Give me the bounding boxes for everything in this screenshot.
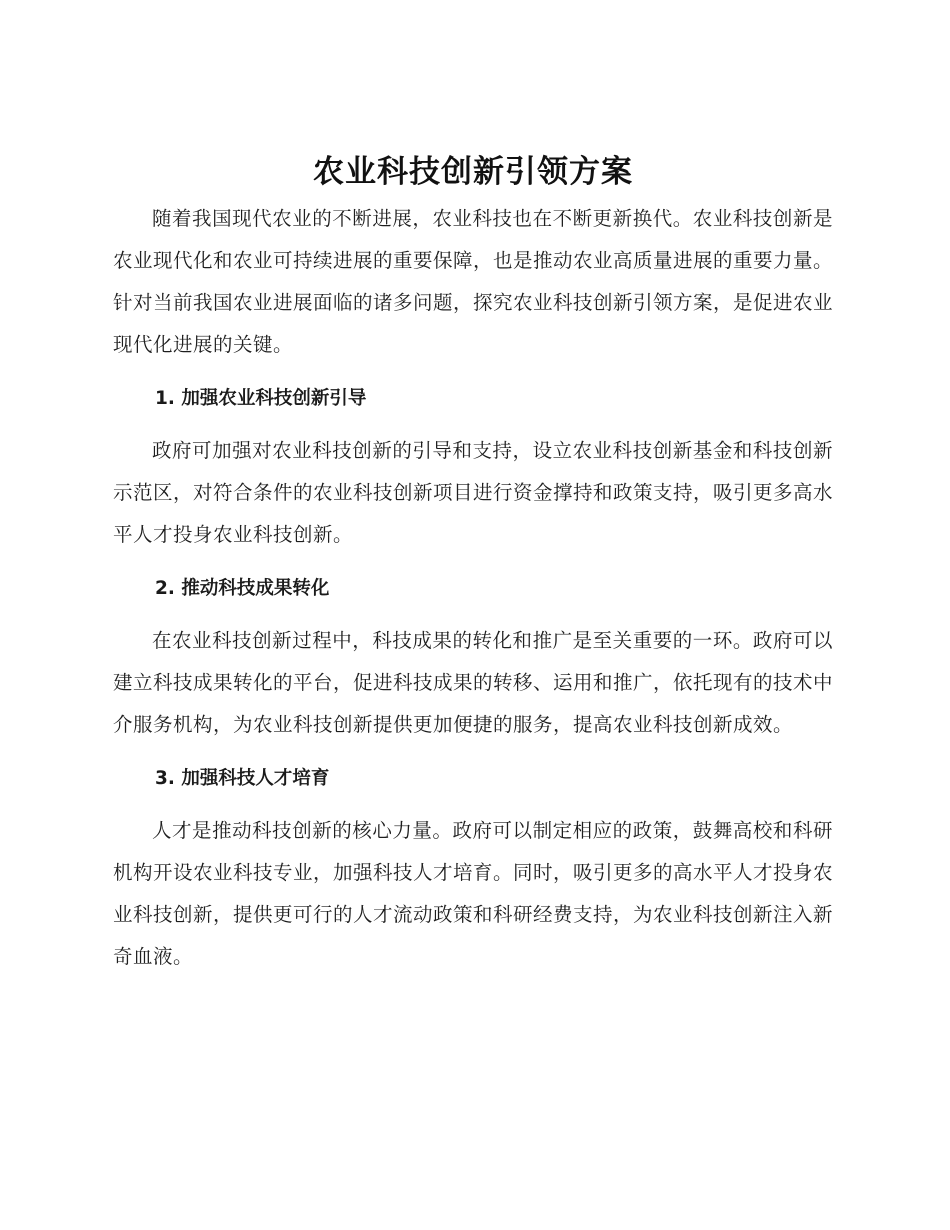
spacer	[113, 746, 833, 758]
section-heading-3: 3. 加强科技人才培育	[155, 768, 330, 789]
document-title: 农业科技创新引领方案	[313, 154, 633, 190]
document-body	[113, 150, 833, 978]
spacer	[113, 366, 833, 378]
spacer	[113, 800, 833, 810]
spacer	[113, 420, 833, 430]
intro-paragraph: 随着我国现代农业的不断进展，农业科技也在不断更新换代。农业科技创新是农业现代化和农业可持续进展的重要保障，也是推动农业高质量进展的重要力量。针对当前我国农业进展面临的诸多问题，探究农业科技创新引领方案，是促进农业现代化进展的关键。	[113, 207, 834, 356]
section-heading-1: 1. 加强农业科技创新引导	[155, 388, 367, 409]
section-body-2: 在农业科技创新过程中，科技成果的转化和推广是至关重要的一环。政府可以建立科技成果转化的平台，促进科技成果的转移、运用和推广，依托现有的技术中介服务机构，为农业科技创新提供更加便捷的服务，提高农业科技创新成效。	[113, 629, 834, 736]
section-body-1: 政府可加强对农业科技创新的引导和支持，设立农业科技创新基金和科技创新示范区，对符合条件的农业科技创新项目进行资金撑持和政策支持，吸引更多高水平人才投身农业科技创新。	[113, 439, 834, 546]
spacer	[113, 610, 833, 620]
spacer	[113, 556, 833, 568]
section-heading-2: 2. 推动科技成果转化	[155, 578, 330, 599]
section-body-3: 人才是推动科技创新的核心力量。政府可以制定相应的政策，鼓舞高校和科研机构开设农业科技专业，加强科技人才培育。同时，吸引更多的高水平人才投身农业科技创新，提供更可行的人才流动政策和科研经费支持，为农业科技创新注入新奇血液。	[113, 819, 834, 968]
